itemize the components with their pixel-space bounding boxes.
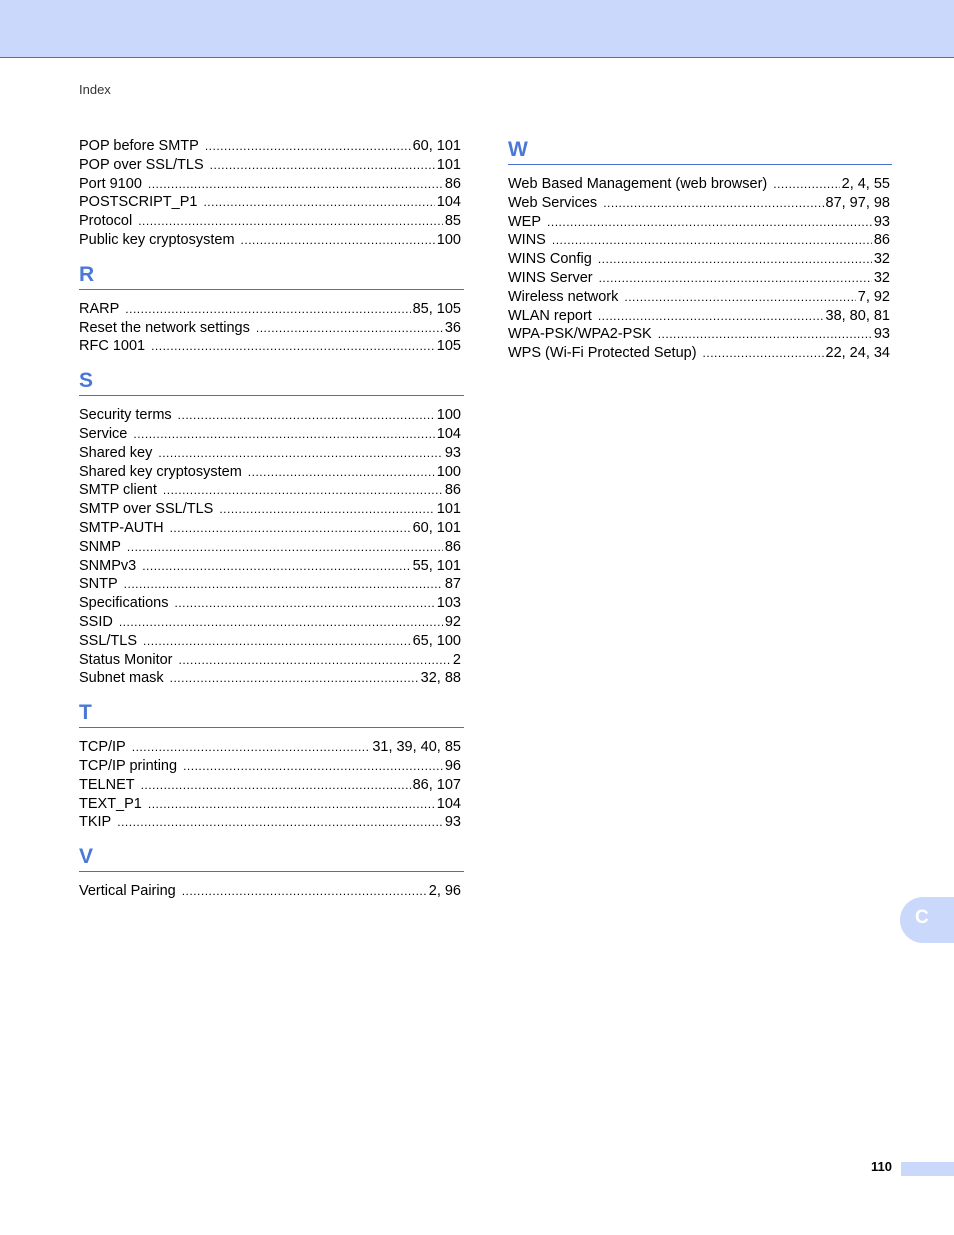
entry-term: SMTP over SSL/TLS — [79, 501, 214, 518]
dot-leader — [773, 175, 839, 194]
index-entry[interactable] — [79, 557, 461, 576]
entry-term: WINS Server — [508, 269, 593, 286]
index-entry[interactable] — [79, 425, 461, 444]
dot-leader — [143, 632, 411, 651]
index-entry[interactable] — [79, 738, 461, 757]
entry-pages[interactable]: 93 — [444, 814, 461, 831]
index-entry[interactable] — [79, 193, 461, 212]
index-column-left — [79, 137, 464, 901]
dot-leader — [174, 594, 434, 613]
entry-pages[interactable]: 32 — [873, 251, 890, 268]
entry-term: Shared key — [79, 444, 153, 461]
dot-leader — [599, 269, 872, 288]
entry-pages[interactable]: 60, 101 — [412, 519, 461, 536]
entry-pages[interactable]: 36 — [444, 319, 461, 336]
index-entry[interactable] — [79, 669, 461, 688]
entry-term: Security terms — [79, 407, 172, 424]
entry-term: Service — [79, 425, 128, 442]
entry-term: TELNET — [79, 776, 135, 793]
index-entry[interactable] — [79, 795, 461, 814]
entry-pages[interactable]: 7, 92 — [857, 288, 890, 305]
page-number: 110 — [871, 1159, 892, 1174]
index-entry[interactable] — [79, 175, 461, 194]
index-section — [79, 262, 464, 356]
index-entry[interactable] — [79, 444, 461, 463]
entry-term: SNTP — [79, 576, 118, 593]
dot-leader — [158, 444, 443, 463]
entry-term: TEXT_P1 — [79, 795, 142, 812]
entry-term: Public key cryptosystem — [79, 231, 235, 248]
entry-pages[interactable]: 101 — [436, 156, 461, 173]
index-entry[interactable] — [79, 319, 461, 338]
dot-leader — [138, 212, 443, 231]
dot-leader — [203, 193, 434, 212]
entry-pages[interactable]: 104 — [436, 425, 461, 442]
entry-pages[interactable]: 22, 24, 34 — [825, 345, 890, 362]
dot-leader — [248, 463, 435, 482]
entry-term: Web Services — [508, 194, 598, 211]
index-entry[interactable] — [79, 575, 461, 594]
index-entry[interactable] — [79, 337, 461, 356]
entry-term: Status Monitor — [79, 651, 173, 668]
dot-leader — [624, 288, 855, 307]
dot-leader — [141, 776, 411, 795]
dot-leader — [148, 175, 443, 194]
index-entry[interactable] — [79, 632, 461, 651]
header-band — [0, 0, 954, 58]
dot-leader — [170, 669, 419, 688]
entry-term: WINS Config — [508, 251, 592, 268]
entry-pages[interactable]: 100 — [436, 463, 461, 480]
dot-leader — [547, 213, 872, 232]
dot-leader — [148, 795, 435, 814]
entry-pages[interactable]: 86 — [444, 175, 461, 192]
dot-leader — [133, 425, 434, 444]
entry-term: POP before SMTP — [79, 138, 199, 154]
entry-term: SMTP client — [79, 482, 157, 499]
dot-leader — [127, 538, 443, 557]
footer-bar — [901, 1162, 954, 1176]
dot-leader — [163, 481, 443, 500]
entry-pages[interactable]: 101 — [436, 501, 461, 518]
entry-pages[interactable]: 103 — [436, 595, 461, 612]
index-entry[interactable] — [79, 813, 461, 832]
entry-term: WPS (Wi-Fi Protected Setup) — [508, 345, 697, 362]
section-letter: W — [508, 137, 892, 165]
dot-leader — [125, 300, 410, 319]
index-entry[interactable] — [508, 269, 890, 288]
entry-pages[interactable]: 87, 97, 98 — [825, 194, 890, 211]
dot-leader — [179, 651, 451, 670]
dot-leader — [210, 156, 435, 175]
entry-pages[interactable]: 86, 107 — [412, 776, 461, 793]
index-entry[interactable] — [79, 481, 461, 500]
entry-pages[interactable]: 93 — [444, 444, 461, 461]
entry-term: Vertical Pairing — [79, 883, 176, 900]
entry-term: WPA-PSK/WPA2-PSK — [508, 326, 652, 343]
entry-term: TCP/IP printing — [79, 757, 178, 774]
entry-term: SSL/TLS — [79, 632, 138, 649]
entry-pages[interactable]: 65, 100 — [412, 632, 461, 649]
index-section — [79, 844, 464, 901]
dot-leader — [658, 325, 872, 344]
index-entry[interactable] — [79, 613, 461, 632]
dot-leader — [219, 500, 434, 519]
chapter-tab[interactable] — [900, 897, 954, 943]
dot-leader — [598, 250, 872, 269]
entry-pages[interactable]: 2, 96 — [428, 883, 461, 900]
entry-term: Shared key cryptosystem — [79, 463, 242, 480]
index-entry[interactable] — [508, 325, 890, 344]
entry-term: RARP — [79, 300, 120, 317]
entry-pages[interactable]: 100 — [436, 407, 461, 424]
entry-term: Web Based Management (web browser) — [508, 176, 768, 192]
dot-leader — [598, 307, 824, 326]
entry-pages[interactable]: 60, 101 — [412, 138, 461, 154]
index-entry[interactable] — [79, 776, 461, 795]
index-entry[interactable] — [79, 300, 461, 319]
index-section — [79, 368, 464, 688]
entry-pages[interactable]: 2 — [452, 651, 461, 668]
entry-term: SMTP-AUTH — [79, 519, 164, 536]
entry-pages[interactable]: 31, 39, 40, 85 — [372, 739, 461, 756]
dot-leader — [256, 319, 443, 338]
entry-term: TCP/IP — [79, 739, 126, 756]
dot-leader — [142, 557, 410, 576]
entry-pages[interactable]: 85 — [444, 213, 461, 230]
index-entry[interactable] — [79, 500, 461, 519]
entry-term: TKIP — [79, 814, 112, 831]
index-entry[interactable] — [508, 288, 890, 307]
index-entry[interactable] — [79, 519, 461, 538]
index-entry[interactable] — [79, 137, 461, 156]
dot-leader — [170, 519, 411, 538]
index-entry[interactable] — [79, 212, 461, 231]
entry-term: POSTSCRIPT_P1 — [79, 194, 198, 211]
entry-term: SNMPv3 — [79, 557, 137, 574]
entry-pages[interactable]: 93 — [873, 326, 890, 343]
entry-pages[interactable]: 38, 80, 81 — [825, 307, 890, 324]
entry-term: Subnet mask — [79, 670, 164, 687]
index-section — [79, 137, 464, 250]
dot-leader — [205, 137, 411, 156]
index-entry[interactable] — [508, 175, 890, 194]
index-entry[interactable] — [79, 406, 461, 425]
index-entry[interactable] — [79, 757, 461, 776]
index-entry[interactable] — [79, 538, 461, 557]
index-section — [79, 700, 464, 832]
entry-term: WEP — [508, 213, 542, 230]
dot-leader — [182, 882, 427, 901]
entry-term: SSID — [79, 613, 113, 630]
entry-pages[interactable]: 92 — [444, 613, 461, 630]
dot-leader — [119, 613, 443, 632]
entry-term: SNMP — [79, 538, 121, 555]
dot-leader — [603, 194, 823, 213]
entry-pages[interactable]: 32 — [873, 269, 890, 286]
running-head: Index — [79, 82, 111, 97]
entry-pages[interactable]: 93 — [873, 213, 890, 230]
entry-pages[interactable]: 86 — [444, 482, 461, 499]
entry-term: Protocol — [79, 213, 133, 230]
index-entry[interactable] — [508, 344, 890, 363]
entry-pages[interactable]: 104 — [436, 194, 461, 211]
index-entry[interactable] — [508, 307, 890, 326]
index-entry[interactable] — [79, 651, 461, 670]
index-entry[interactable] — [508, 231, 890, 250]
index-entry[interactable] — [79, 463, 461, 482]
dot-leader — [124, 575, 443, 594]
dot-leader — [183, 757, 443, 776]
entry-pages[interactable]: 32, 88 — [420, 670, 461, 687]
index-entry[interactable] — [508, 194, 890, 213]
index-section — [508, 137, 892, 363]
entry-term: WINS — [508, 232, 546, 249]
dot-leader — [552, 231, 872, 250]
dot-leader — [151, 337, 435, 356]
dot-leader — [178, 406, 435, 425]
index-column-right — [508, 137, 892, 363]
entry-pages[interactable]: 86 — [873, 232, 890, 249]
entry-term: WLAN report — [508, 307, 592, 324]
entry-pages[interactable]: 86 — [444, 538, 461, 555]
section-letter: S — [79, 368, 464, 396]
entry-pages[interactable]: 104 — [436, 795, 461, 812]
chapter-tab-label: C — [915, 907, 929, 928]
index-entry[interactable] — [79, 231, 461, 250]
section-letter: T — [79, 700, 464, 728]
section-letter: R — [79, 262, 464, 290]
entry-term: POP over SSL/TLS — [79, 156, 204, 173]
entry-term: Port 9100 — [79, 175, 142, 192]
dot-leader — [703, 344, 824, 363]
index-entry[interactable] — [79, 594, 461, 613]
entry-term: RFC 1001 — [79, 338, 146, 355]
entry-pages[interactable]: 105 — [436, 338, 461, 355]
entry-term: Specifications — [79, 595, 169, 612]
entry-term: Wireless network — [508, 288, 619, 305]
dot-leader — [132, 738, 371, 757]
entry-pages[interactable]: 85, 105 — [412, 300, 461, 317]
index-entry[interactable] — [508, 250, 890, 269]
entry-term: Reset the network settings — [79, 319, 250, 336]
section-letter: V — [79, 844, 464, 872]
index-entry[interactable] — [79, 882, 461, 901]
entry-pages[interactable]: 100 — [436, 231, 461, 248]
entry-pages[interactable]: 2, 4, 55 — [841, 176, 890, 192]
entry-pages[interactable]: 87 — [444, 576, 461, 593]
index-entry[interactable] — [79, 156, 461, 175]
entry-pages[interactable]: 96 — [444, 757, 461, 774]
index-entry[interactable] — [508, 213, 890, 232]
dot-leader — [117, 813, 443, 832]
dot-leader — [241, 231, 435, 250]
entry-pages[interactable]: 55, 101 — [412, 557, 461, 574]
